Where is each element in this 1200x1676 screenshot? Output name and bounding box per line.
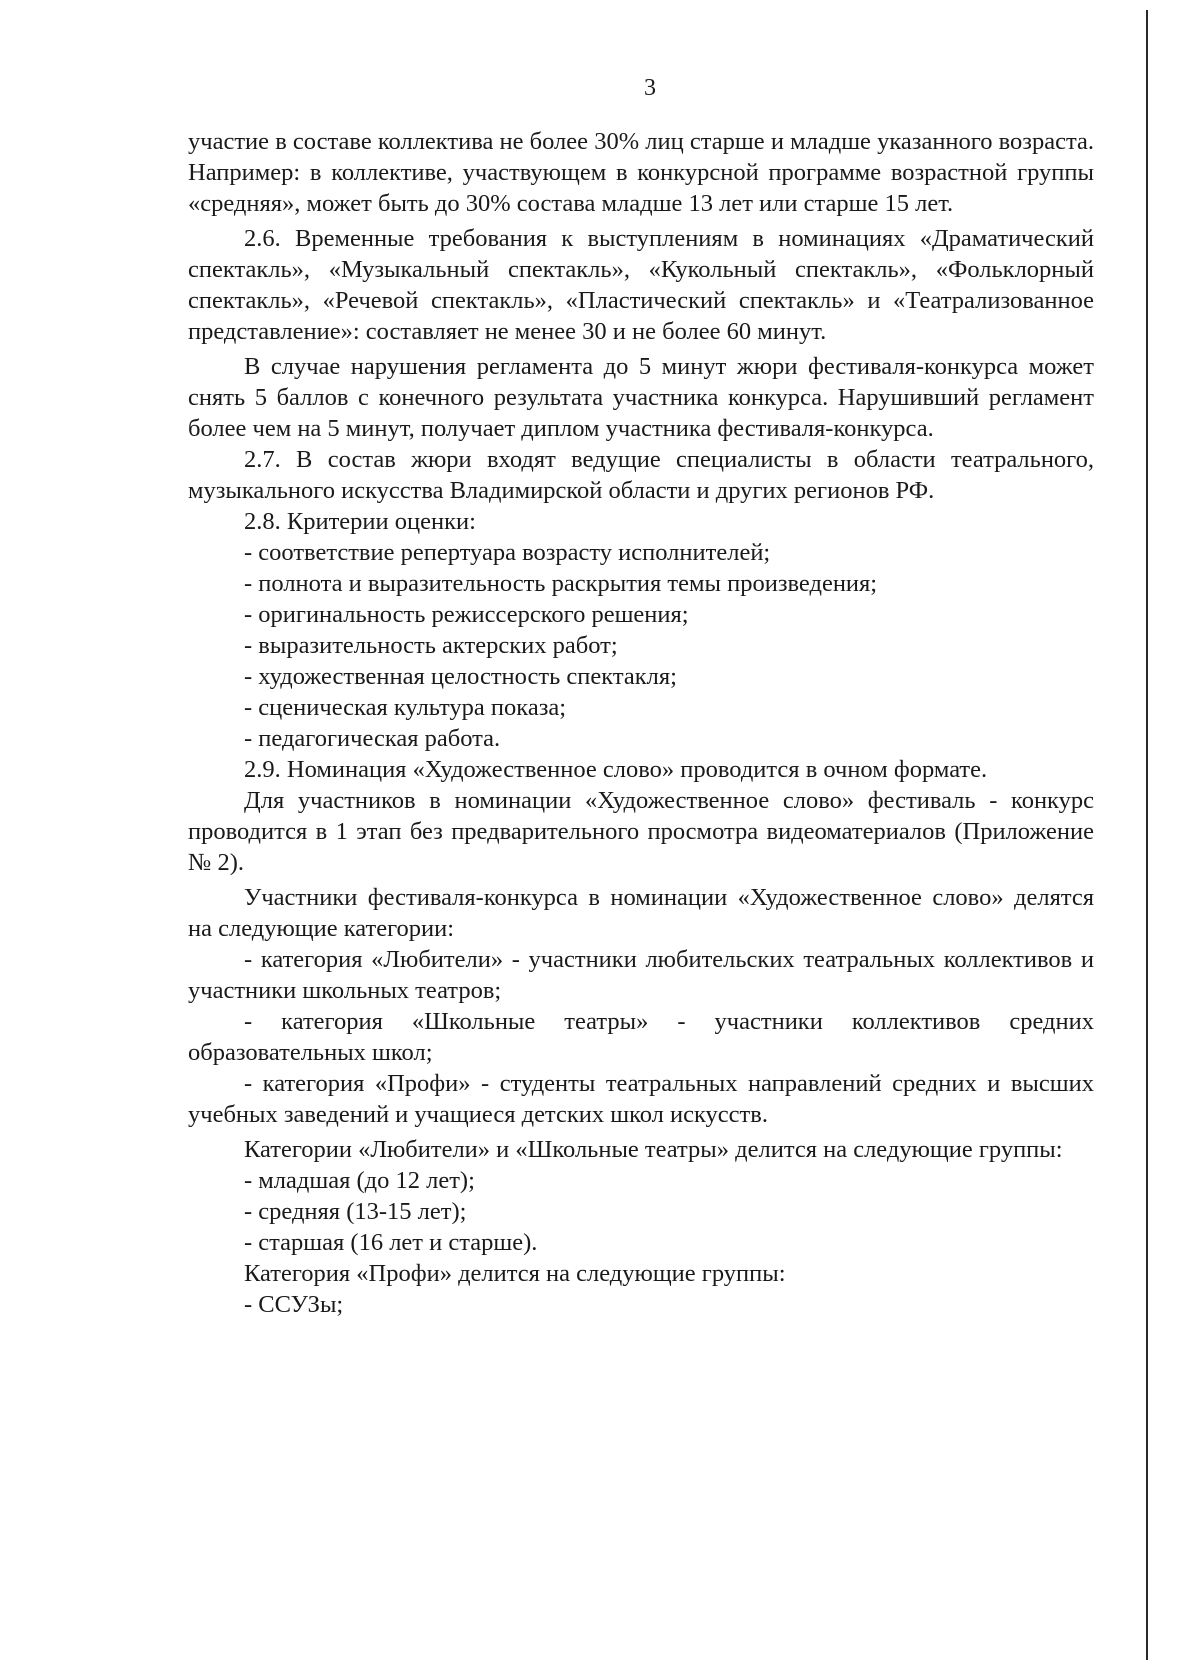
paragraph-2-8-criteria-heading: 2.8. Критерии оценки: [244,508,476,535]
criteria-item: - оригинальность режиссерского решения; [244,601,689,628]
criteria-item: - сценическая культура показа; [244,694,567,721]
page-number: 3 [644,75,656,101]
criteria-item: - полнота и выразительность раскрытия темы произведения; [244,570,878,597]
paragraph-single-stage: Для участников в номинации «Художественное слово» фестиваль - конкурс проводится в 1 этап без предварительного просмотра видеоматериалов (Приложение № 2). [188,787,1094,876]
category-profi: - категория «Профи» - студенты театральных направлений средних и высших учебных заведений и учащиеся детских школ искусств. [188,1070,1094,1128]
category-amateurs: - категория «Любители» - участники любительских театральных коллективов и участники школьных театров; [188,946,1094,1004]
paragraph-regulation-violation: В случае нарушения регламента до 5 минут жюри фестиваля-конкурса может снять 5 баллов с конечного результата участника конкурса. Нарушивший регламент более чем на 5 минут, получает диплом участника фестиваля-конкурса. [188,353,1094,442]
age-group-item: - средняя (13-15 лет); [244,1198,467,1225]
paragraph-groups-intro: Категории «Любители» и «Школьные театры» делится на следующие группы: [244,1136,1063,1163]
paragraph-2-6-time-requirements: 2.6. Временные требования к выступлениям в номинациях «Драматический спектакль», «Музыкальный спектакль», «Кукольный спектакль», «Фольклорный спектакль», «Речевой спектакль», «Пластический спектакль» и «Театрализованное представление»: составляет не менее 30 и не более 60 минут. [188,225,1094,345]
criteria-item: - педагогическая работа. [244,725,501,752]
profi-group-item: - ССУЗы; [244,1291,344,1318]
paragraph-categories-intro: Участники фестиваля-конкурса в номинации «Художественное слово» делятся на следующие категории: [188,884,1094,942]
category-school-theatres: - категория «Школьные театры» - участники коллективов средних образовательных школ; [188,1008,1094,1066]
age-group-item: - старшая (16 лет и старше). [244,1229,538,1256]
paragraph-age-composition: участие в составе коллектива не более 30% лиц старше и младше указанного возраста. Например: в коллективе, участвующем в конкурсной программе возрастной группы «средняя», может быть до 30% состава младше 13 лет или старше 15 лет. [188,128,1094,217]
paragraph-profi-groups-intro: Категория «Профи» делится на следующие группы: [244,1260,786,1287]
criteria-item: - выразительность актерских работ; [244,632,618,659]
paragraph-2-9-nomination: 2.9. Номинация «Художественное слово» проводится в очном формате. [244,756,988,783]
paragraph-2-7-jury: 2.7. В состав жюри входят ведущие специалисты в области театрального, музыкального искусства Владимирской области и других регионов РФ. [188,446,1094,504]
document-body [188,126,1094,1320]
age-group-item: - младшая (до 12 лет); [244,1167,475,1194]
criteria-item: - художественная целостность спектакля; [244,663,677,690]
scan-edge-line [1146,10,1148,1660]
criteria-item: - соответствие репертуара возрасту исполнителей; [244,539,771,566]
